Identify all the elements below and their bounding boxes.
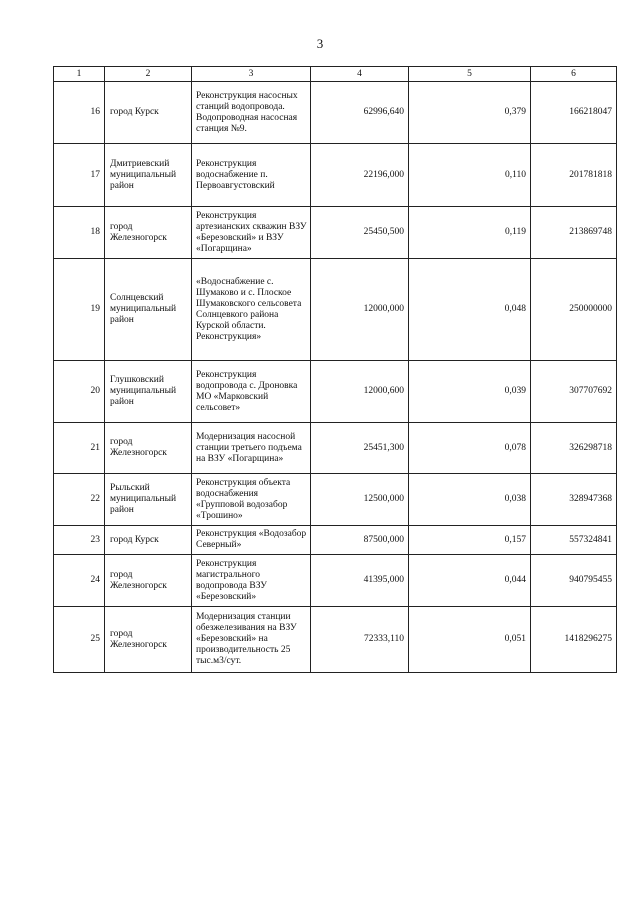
cost-cell: 12000,600 — [311, 361, 409, 423]
municipality-cell: Дмитриевский муниципальный район — [105, 144, 192, 207]
ratio-cell: 0,048 — [409, 259, 531, 361]
cost-cell: 12500,000 — [311, 474, 409, 526]
row-number: 22 — [54, 474, 105, 526]
cumulative-cell: 201781818 — [531, 144, 617, 207]
municipality-cell: город Железногорск — [105, 607, 192, 673]
cost-cell: 62996,640 — [311, 82, 409, 144]
ratio-cell: 0,038 — [409, 474, 531, 526]
cost-cell: 12000,000 — [311, 259, 409, 361]
object-cell: Реконструкция объекта водоснабжения «Групповой водозабор «Трошино» — [192, 474, 311, 526]
row-number: 21 — [54, 423, 105, 474]
ratio-cell: 0,119 — [409, 207, 531, 259]
municipality-cell: город Курск — [105, 526, 192, 555]
column-header: 1 — [54, 67, 105, 82]
table-row — [54, 259, 617, 361]
table-row — [54, 555, 617, 607]
ratio-cell: 0,051 — [409, 607, 531, 673]
column-header: 5 — [409, 67, 531, 82]
municipality-cell: город Железногорск — [105, 207, 192, 259]
cumulative-cell: 328947368 — [531, 474, 617, 526]
object-cell: Модернизация насосной станции третьего подъема на ВЗУ «Погарщина» — [192, 423, 311, 474]
object-cell: Реконструкция насосных станций водопровода. Водопроводная насосная станция №9. — [192, 82, 311, 144]
table-header-row — [54, 67, 617, 82]
municipality-cell: город Железногорск — [105, 555, 192, 607]
row-number: 23 — [54, 526, 105, 555]
ratio-cell: 0,379 — [409, 82, 531, 144]
cost-cell: 25451,300 — [311, 423, 409, 474]
page-number: 3 — [316, 36, 324, 51]
row-number: 19 — [54, 259, 105, 361]
table-row — [54, 144, 617, 207]
cumulative-cell: 940795455 — [531, 555, 617, 607]
ratio-cell: 0,044 — [409, 555, 531, 607]
municipality-cell: город Железногорск — [105, 423, 192, 474]
cumulative-cell: 307707692 — [531, 361, 617, 423]
cumulative-cell: 1418296275 — [531, 607, 617, 673]
table-row — [54, 607, 617, 673]
row-number: 18 — [54, 207, 105, 259]
column-header: 6 — [531, 67, 617, 82]
row-number: 24 — [54, 555, 105, 607]
municipality-cell: Солнцевский муниципальный район — [105, 259, 192, 361]
ratio-cell: 0,110 — [409, 144, 531, 207]
row-number: 25 — [54, 607, 105, 673]
object-cell: Реконструкция водоснабжение п. Первоавгустовский — [192, 144, 311, 207]
object-cell: Модернизация станции обезжелезивания на ВЗУ «Березовский» на производительность 25 тыс.м3/сут. — [192, 607, 311, 673]
municipality-cell: город Курск — [105, 82, 192, 144]
table-row — [54, 207, 617, 259]
cost-cell: 87500,000 — [311, 526, 409, 555]
cost-cell: 72333,110 — [311, 607, 409, 673]
cumulative-cell: 250000000 — [531, 259, 617, 361]
object-cell: Реконструкция водопровода с. Дроновка МО «Марковский сельсовет» — [192, 361, 311, 423]
cost-cell: 22196,000 — [311, 144, 409, 207]
row-number: 20 — [54, 361, 105, 423]
ratio-cell: 0,157 — [409, 526, 531, 555]
table-row — [54, 526, 617, 555]
object-cell: Реконструкция «Водозабор Северный» — [192, 526, 311, 555]
column-header: 4 — [311, 67, 409, 82]
cumulative-cell: 213869748 — [531, 207, 617, 259]
table-row — [54, 361, 617, 423]
table-row — [54, 474, 617, 526]
object-cell: Реконструкция магистрального водопровода ВЗУ «Березовский» — [192, 555, 311, 607]
row-number: 16 — [54, 82, 105, 144]
column-header: 2 — [105, 67, 192, 82]
municipality-cell: Рыльский муниципальный район — [105, 474, 192, 526]
ratio-cell: 0,078 — [409, 423, 531, 474]
municipality-cell: Глушковский муниципальный район — [105, 361, 192, 423]
cumulative-cell: 557324841 — [531, 526, 617, 555]
row-number: 17 — [54, 144, 105, 207]
ratio-cell: 0,039 — [409, 361, 531, 423]
data-table — [53, 66, 617, 673]
table-row — [54, 423, 617, 474]
column-header: 3 — [192, 67, 311, 82]
cumulative-cell: 166218047 — [531, 82, 617, 144]
cost-cell: 41395,000 — [311, 555, 409, 607]
cost-cell: 25450,500 — [311, 207, 409, 259]
object-cell: «Водоснабжение с. Шумаково и с. Плоское Шумаковского сельсовета Солнцевкого района Курской области. Реконструкция» — [192, 259, 311, 361]
table-row — [54, 82, 617, 144]
cumulative-cell: 326298718 — [531, 423, 617, 474]
object-cell: Реконструкция артезианских скважин ВЗУ «Березовский» и ВЗУ «Погарщина» — [192, 207, 311, 259]
